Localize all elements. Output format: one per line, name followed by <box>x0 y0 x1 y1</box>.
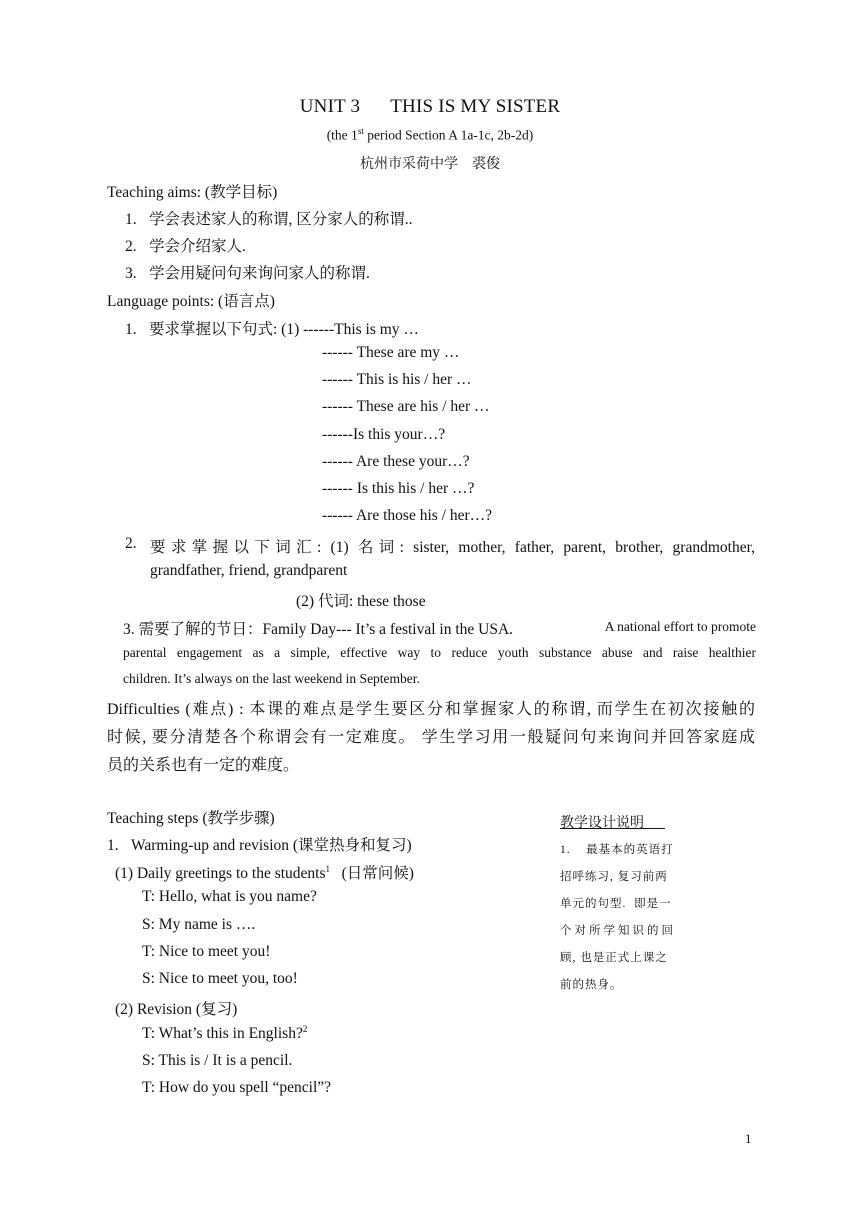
language-point-3-line2: parental engagement as a simple, effective way to reduce youth substance abuse and raise healthier <box>123 645 756 660</box>
design-note-line: 顾, 也是正式上课之 <box>560 952 668 964</box>
page-number: 1 <box>745 1131 752 1146</box>
aim-item: 2. 学会介绍家人. <box>125 238 246 255</box>
unit-label: UNIT 3 <box>299 96 361 117</box>
sub-step-revision: (2) Revision (复习) <box>115 1001 238 1018</box>
unit-title: THIS IS MY SISTER <box>390 96 561 117</box>
difficulties-line2: 时候, 要分清楚各个称谓会有一定难度。 学生学习用一般疑问句来询问并回答家庭成 <box>107 729 755 746</box>
dialog-line: S: This is / It is a pencil. <box>142 1052 293 1069</box>
language-point-1: 1. 要求掌握以下句式: (1) ------This is my … <box>125 321 419 338</box>
sentence-pattern: ------ Are these your…? <box>322 453 470 470</box>
author-name: 裘俊 <box>472 157 500 172</box>
school-name: 杭州市采荷中学 <box>360 157 458 172</box>
difficulties-line1: Difficulties (难点) : 本课的难点是学生要区分和掌握家人的称谓, 而学生在初次接触的 <box>107 701 755 718</box>
dialog-line: T: What’s this in English?$^2$ <box>142 1024 308 1043</box>
dialog-line: T: How do you spell “pencil”? <box>142 1079 332 1096</box>
language-point-2-pronouns: (2) 代词: these those <box>296 593 426 610</box>
sentence-pattern: ------ These are his / her … <box>322 398 490 415</box>
dialog-line: T: Hello, what is you name? <box>142 888 317 905</box>
design-note-line: 招呼练习, 复习前两 <box>560 871 668 883</box>
language-point-3-line1: 3. 需要了解的节日：Family Day--- It’s a festival in the USA. A national effort to promote <box>123 619 756 638</box>
design-note-line: 单元的句型. 即是一 <box>560 898 672 910</box>
sentence-pattern: ------ Are those his / her…? <box>322 507 493 524</box>
sentence-pattern: ------ Is this his / her …? <box>322 480 475 497</box>
aim-item: 1. 学会表述家人的称谓, 区分家人的称谓.. <box>125 211 413 228</box>
teaching-aims-heading: Teaching aims: (教学目标) <box>107 184 278 201</box>
difficulties-line3: 员的关系也有一定的难度。 <box>107 757 300 774</box>
language-points-heading: Language points: (语言点) <box>107 293 275 310</box>
dialog-line: S: My name is …. <box>142 916 256 933</box>
language-point-2-num: 2. <box>125 535 137 552</box>
step-1: 1. Warming-up and revision (课堂热身和复习) <box>107 837 412 854</box>
sentence-pattern: ------ These are my … <box>322 344 460 361</box>
sentence-pattern: ------ This is his / her … <box>322 371 472 388</box>
design-note-line: 个对所学知识的回 <box>560 925 676 937</box>
aim-item: 3. 学会用疑问句来询问家人的称谓. <box>125 265 370 282</box>
design-note-heading: 教学设计说明 <box>560 816 644 831</box>
sub-step-greetings: (1) Daily greetings to the students$^1$ (日常问候) <box>115 863 414 882</box>
language-point-2-line2: grandfather, friend, grandparent <box>150 562 348 579</box>
design-note-line: 1. 最基本的英语打 <box>560 844 674 856</box>
document-title <box>0 96 860 118</box>
language-point-2-line1: 要求掌握以下词汇: (1) 名词: sister, mother, father, parent, brother, grandmother, <box>150 539 755 556</box>
language-point-3-line3: children. It’s always on the last weekend in September. <box>123 671 420 686</box>
teaching-steps-heading: Teaching steps (教学步骤) <box>107 810 275 827</box>
dialog-line: T: Nice to meet you! <box>142 943 271 960</box>
dialog-line: S: Nice to meet you, too! <box>142 970 298 987</box>
author-line <box>0 153 860 173</box>
period-subtitle: (the 1st period Section A 1a-1c, 2b-2d) <box>326 126 534 143</box>
design-note-line: 前的热身。 <box>560 979 623 991</box>
sentence-pattern: ------Is this your…? <box>322 426 446 443</box>
